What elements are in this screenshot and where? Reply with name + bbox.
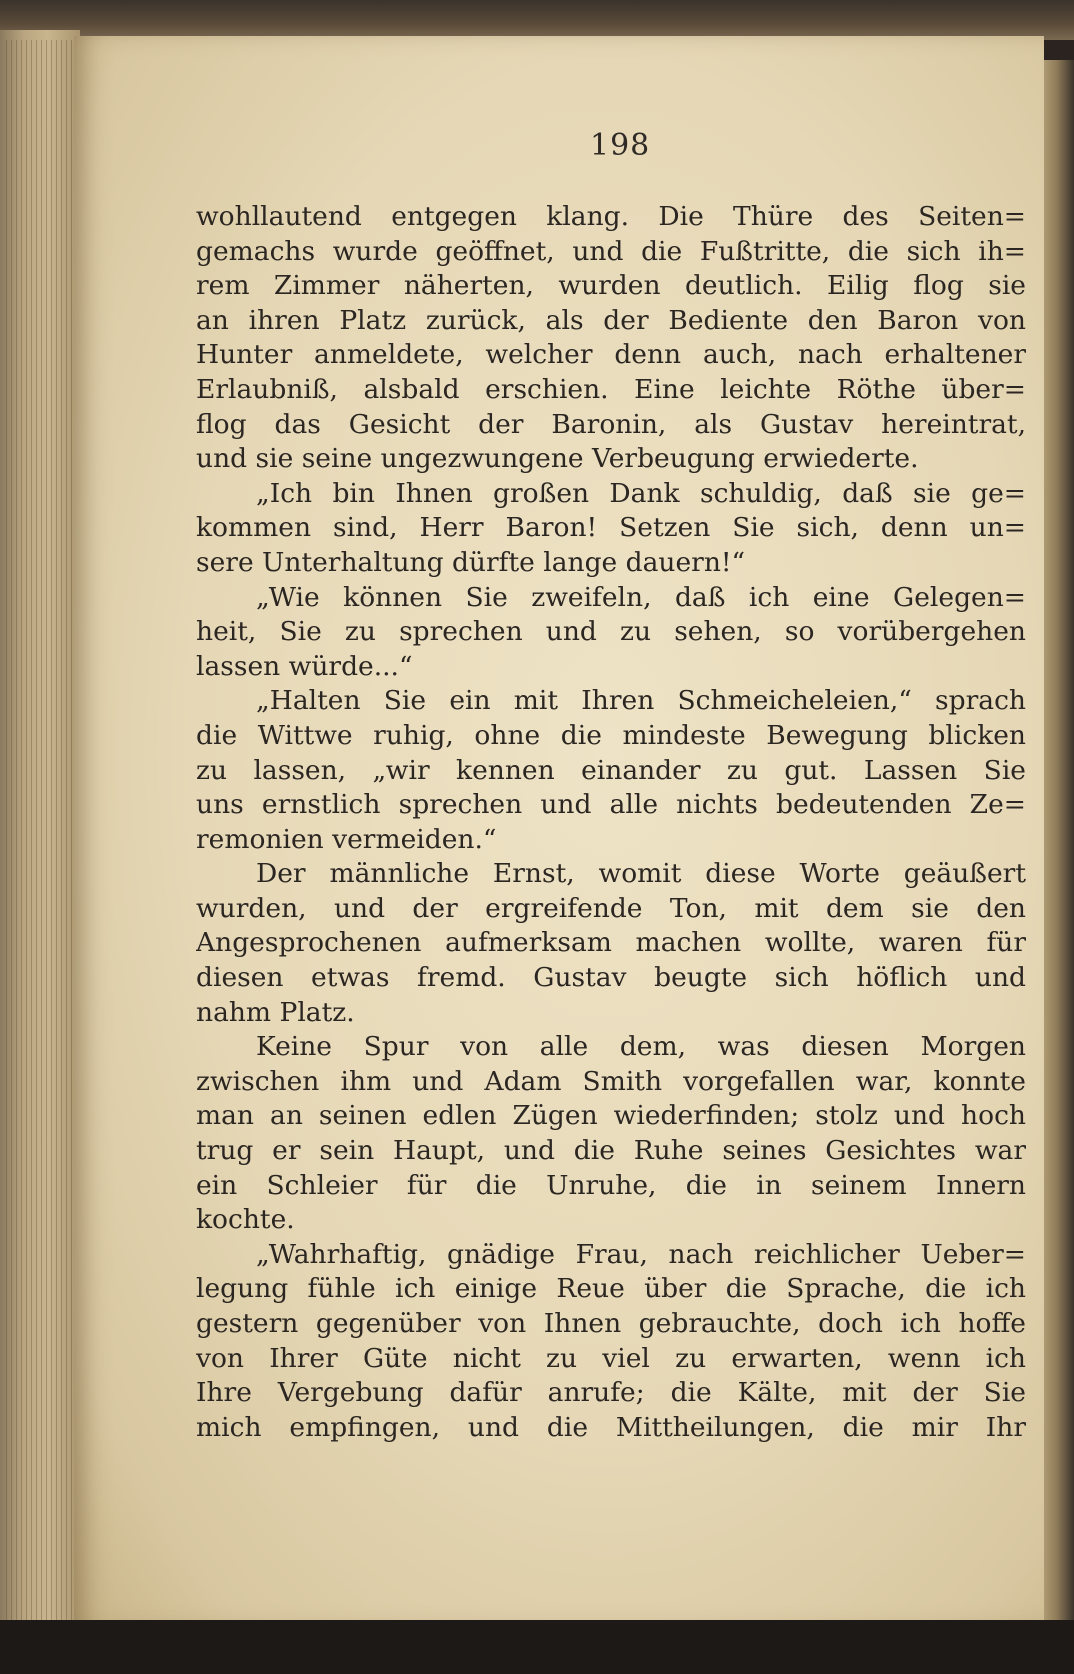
text-line: diesen etwas fremd. Gustav beugte sich höflich und bbox=[196, 962, 1026, 994]
text-line: Erlaubniß, alsbald erschien. Eine leichte Röthe über= bbox=[196, 373, 1026, 405]
text-line: an ihren Platz zurück, als der Bediente den Baron von bbox=[196, 304, 1026, 336]
text-line: uns ernstlich sprechen und alle nichts bedeutenden Ze= bbox=[196, 789, 1026, 821]
text-line: wohllautend entgegen klang. Die Thüre des Seiten= bbox=[196, 201, 1026, 232]
text-line: man an seinen edlen Zügen wiederfinden; stolz und hoch bbox=[196, 1100, 1026, 1132]
text-line: lassen würde...“ bbox=[196, 650, 413, 682]
text-line: Ihre Vergebung dafür anrufe; die Kälte, mit der Sie bbox=[196, 1377, 1026, 1409]
text-line: zu lassen, „wir kennen einander zu gut. Lassen Sie bbox=[196, 754, 1026, 786]
text-line: remonien vermeiden.“ bbox=[196, 823, 497, 855]
text-line: mich empfingen, und die Mittheilungen, die mir Ihr bbox=[196, 1411, 1026, 1443]
text-line: rem Zimmer näherten, wurden deutlich. Eilig flog sie bbox=[196, 270, 1026, 302]
text-line: „Halten Sie ein mit Ihren Schmeicheleien,“ sprach bbox=[256, 685, 1026, 717]
page-edges-texture bbox=[6, 40, 76, 1620]
book-right-edge bbox=[1040, 60, 1074, 1630]
body-text bbox=[196, 200, 1026, 1500]
text-line: gemachs wurde geöffnet, und die Fußtritte, die sich ih= bbox=[196, 235, 1026, 267]
text-line: von Ihrer Güte nicht zu viel zu erwarten, wenn ich bbox=[196, 1342, 1026, 1374]
text-line: legung fühle ich einige Reue über die Sprache, die ich bbox=[196, 1273, 1026, 1305]
text-line: heit, Sie zu sprechen und zu sehen, so vorübergehen bbox=[196, 616, 1026, 648]
text-line: „Wahrhaftig, gnädige Frau, nach reichlicher Ueber= bbox=[256, 1238, 1026, 1270]
text-line: flog das Gesicht der Baronin, als Gustav hereintrat, bbox=[196, 408, 1026, 440]
text-line: Der männliche Ernst, womit diese Worte geäußert bbox=[256, 858, 1026, 890]
text-line: „Ich bin Ihnen großen Dank schuldig, daß sie ge= bbox=[256, 477, 1026, 509]
text-line: kochte. bbox=[196, 1204, 295, 1236]
text-line: sere Unterhaltung dürfte lange dauern!“ bbox=[196, 546, 746, 578]
text-line: Angesprochenen aufmerksam machen wollte, waren für bbox=[196, 927, 1026, 959]
text-line: die Wittwe ruhig, ohne die mindeste Bewegung blicken bbox=[196, 719, 1026, 751]
page-number: 198 bbox=[590, 128, 651, 163]
text-line: Hunter anmeldete, welcher denn auch, nach erhaltener bbox=[196, 339, 1026, 371]
text-line: zwischen ihm und Adam Smith vorgefallen war, konnte bbox=[196, 1065, 1026, 1097]
book-bottom-edge bbox=[0, 1620, 1074, 1674]
text-line: kommen sind, Herr Baron! Setzen Sie sich, denn un= bbox=[196, 512, 1026, 544]
text-line: nahm Platz. bbox=[196, 996, 355, 1028]
text-line: „Wie können Sie zweifeln, daß ich eine Gelegen= bbox=[256, 581, 1026, 613]
text-line: Keine Spur von alle dem, was diesen Morgen bbox=[256, 1031, 1026, 1063]
text-line: wurden, und der ergreifende Ton, mit dem sie den bbox=[196, 892, 1026, 924]
text-line: ein Schleier für die Unruhe, die in seinem Innern bbox=[196, 1169, 1026, 1201]
text-line: und sie seine ungezwungene Verbeugung erwiederte. bbox=[196, 443, 919, 475]
text-line: trug er sein Haupt, und die Ruhe seines Gesichtes war bbox=[196, 1135, 1026, 1167]
text-line: gestern gegenüber von Ihnen gebrauchte, doch ich hoffe bbox=[196, 1308, 1026, 1339]
book-top-edge bbox=[0, 0, 1074, 40]
